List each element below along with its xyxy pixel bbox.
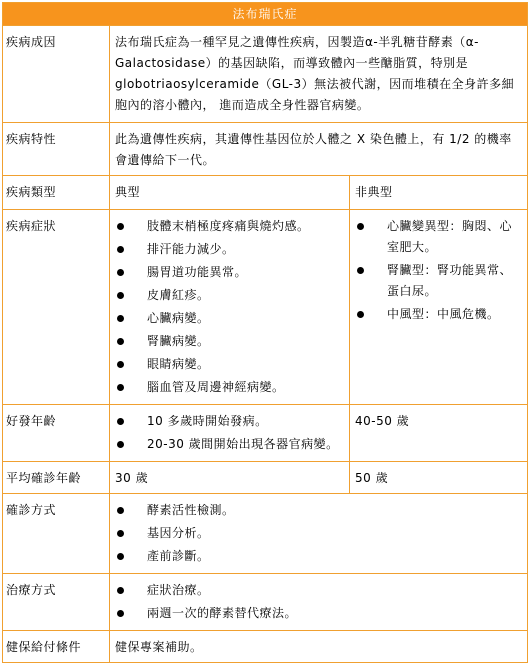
symptoms-atypical-list [355,216,522,325]
list-item: 酵素活性檢測。 [115,500,522,521]
list-item: 基因分析。 [115,523,522,544]
list-item: 心臟病變。 [115,308,344,329]
bullet-icon [117,587,124,594]
label-insurance: 健保給付條件 [3,631,110,663]
row-diag-method [3,494,528,574]
list-item: 眼睛病變。 [115,354,344,375]
diag-method-list [115,500,522,567]
title-row [3,3,528,26]
onset-typical [110,405,350,462]
bullet-icon [117,338,124,345]
label-cause: 疾病成因 [3,26,110,123]
bullet-icon [117,315,124,322]
row-type [3,176,528,210]
list-item: 中風型：中風危機。 [355,304,522,325]
symptoms-typical [110,210,350,405]
bullet-icon [117,441,124,448]
diag-age-atypical: 50 歲 [350,462,528,494]
type-typical: 典型 [110,176,350,210]
row-trait [3,123,528,176]
bullet-icon [357,311,364,318]
bullet-icon [117,553,124,560]
onset-atypical: 40-50 歲 [350,405,528,462]
type-atypical: 非典型 [350,176,528,210]
list-item: 肢體末梢極度疼痛與燒灼感。 [115,216,344,237]
bullet-icon [117,269,124,276]
onset-typical-list [115,411,344,455]
row-symptoms [3,210,528,405]
list-item: 腦血管及周邊神經病變。 [115,377,344,398]
row-onset [3,405,528,462]
row-insurance [3,631,528,663]
row-cause [3,26,528,123]
list-item: 腸胃道功能異常。 [115,262,344,283]
bullet-icon [117,223,124,230]
fabry-info-table-container [2,2,527,654]
insurance-text: 健保專案補助。 [110,631,528,663]
bullet-icon [117,418,124,425]
label-diag-age: 平均確診年齡 [3,462,110,494]
list-item: 產前診斷。 [115,546,522,567]
list-item: 心臟變異型：胸悶、心室肥大。 [355,216,522,258]
list-item: 排汗能力減少。 [115,239,344,260]
row-treatment [3,574,528,631]
list-item: 皮膚紅疹。 [115,285,344,306]
list-item: 腎臟型：腎功能異常、蛋白尿。 [355,260,522,302]
label-diag-method: 確診方式 [3,494,110,574]
label-symptoms: 疾病症狀 [3,210,110,405]
bullet-icon [117,530,124,537]
list-item: 症狀治療。 [115,580,522,601]
trait-text: 此為遺傳性疾病，其遺傳性基因位於人體之 X 染色體上，有 1/2 的機率會遺傳給下一代。 [110,123,528,176]
symptoms-atypical [350,210,528,405]
label-onset: 好發年齡 [3,405,110,462]
bullet-icon [117,292,124,299]
bullet-icon [117,246,124,253]
treatment-cell [110,574,528,631]
fabry-info-table [2,2,528,663]
list-item: 10 多歲時開始發病。 [115,411,344,432]
bullet-icon [357,267,364,274]
bullet-icon [357,223,364,230]
diag-age-typical: 30 歲 [110,462,350,494]
bullet-icon [117,507,124,514]
symptoms-typical-list [115,216,344,398]
bullet-icon [117,361,124,368]
label-trait: 疾病特性 [3,123,110,176]
list-item: 20-30 歲間開始出現各器官病變。 [115,434,344,455]
row-diag-age [3,462,528,494]
cause-text: 法布瑞氏症為一種罕見之遺傳性疾病，因製造α-半乳糖苷酵素（α-Galactosidase）的基因缺陷，而導致體內一些醣脂質，特別是globotriaosylceramide（GL-3）無法被代謝，因而堆積在全身許多細胞內的溶小體內， 進而造成全身性器官病變。 [110,26,528,123]
list-item: 腎臟病變。 [115,331,344,352]
table-title: 法布瑞氏症 [3,3,528,26]
label-type: 疾病類型 [3,176,110,210]
bullet-icon [117,384,124,391]
diag-method-cell [110,494,528,574]
bullet-icon [117,610,124,617]
list-item: 兩週一次的酵素替代療法。 [115,603,522,624]
label-treatment: 治療方式 [3,574,110,631]
treatment-list [115,580,522,624]
